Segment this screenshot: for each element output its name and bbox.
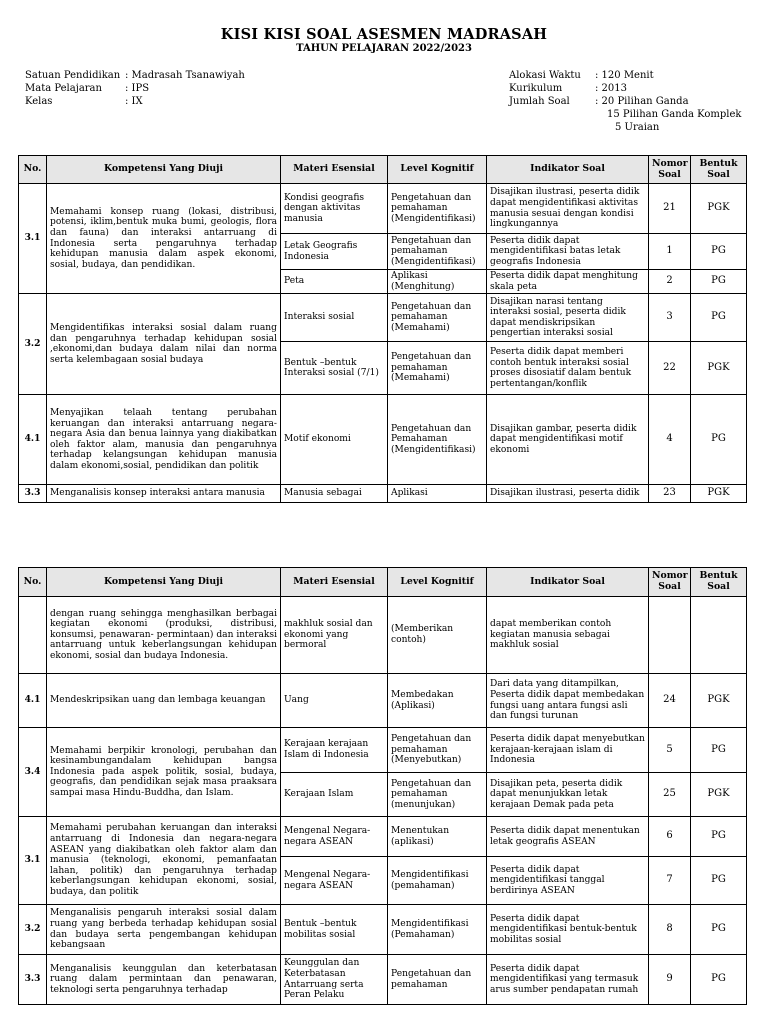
info-value: : 2013 bbox=[595, 83, 627, 94]
materi-cell: Manusia sebagai bbox=[281, 485, 388, 503]
bentuk-soal-cell: PG bbox=[691, 395, 747, 485]
indikator-cell: Peserta didik dapat menyebutkan kerajaan-kerajaan islam di Indonesia bbox=[487, 728, 649, 773]
info-value: : IX bbox=[125, 96, 143, 107]
column-header: Nomor Soal bbox=[649, 156, 691, 184]
column-header: Level Kognitif bbox=[388, 568, 487, 597]
table-row bbox=[19, 955, 747, 1005]
nomor-soal-cell: 7 bbox=[649, 857, 691, 905]
bentuk-soal-cell: PG bbox=[691, 817, 747, 857]
kompetensi-cell: Menyajikan telaah tentang perubahan keruangan dan interaksi antarruang negara-negara Asia dan benua lainnya yang diakibatkan oleh faktor alam, manusia dan pengaruhnya terhadap kelangsungan kehidupan manusia dalam ekonomi,sosial, pendidikan dan politik bbox=[47, 395, 281, 485]
materi-cell: Keunggulan dan Keterbatasan Antarruang serta Peran Pelaku bbox=[281, 955, 388, 1005]
level-cell: Aplikasi (Menghitung) bbox=[388, 270, 487, 294]
kd-number: 3.3 bbox=[19, 955, 47, 1005]
info-label: Jumlah Soal bbox=[509, 96, 570, 107]
kompetensi-cell: Menganalisis konsep interaksi antara manusia bbox=[47, 485, 281, 503]
materi-cell: Peta bbox=[281, 270, 388, 294]
kompetensi-cell: Memahami berpikir kronologi, perubahan dan kesinambungandalam kehidupan bangsa Indonesia pada aspek politik, sosial, budaya, geografis, dan pendidikan sejak masa praaksara sampai masa Hindu-Buddha, dan Islam. bbox=[47, 728, 281, 817]
level-cell: Mengidentifikasi (pemahaman) bbox=[388, 857, 487, 905]
level-cell: Pengetahuan dan pemahaman (Mengidentifikasi) bbox=[388, 184, 487, 234]
table-row bbox=[19, 728, 747, 773]
kompetensi-cell: Menganalisis keunggulan dan keterbatasan ruang dalam permintaan dan penawaran, teknologi serta pengaruhnya terhadap bbox=[47, 955, 281, 1005]
indikator-cell: Peserta didik dapat menentukan letak geografis ASEAN bbox=[487, 817, 649, 857]
bentuk-soal-cell: PGK bbox=[691, 342, 747, 395]
info-row bbox=[509, 82, 741, 95]
kd-number: 3.4 bbox=[19, 728, 47, 817]
document-title: KISI KISI SOAL ASESMEN MADRASAH bbox=[220, 26, 548, 43]
nomor-soal-cell: 1 bbox=[649, 234, 691, 270]
indikator-cell: dapat memberikan contoh kegiatan manusia sebagai makhluk sosial bbox=[487, 597, 649, 674]
nomor-soal-cell: 6 bbox=[649, 817, 691, 857]
materi-cell: Motif ekonomi bbox=[281, 395, 388, 485]
kompetensi-cell: Mendeskripsikan uang dan lembaga keuangan bbox=[47, 674, 281, 728]
kd-number: 3.3 bbox=[19, 485, 47, 503]
column-header: No. bbox=[19, 568, 47, 597]
info-value: : Madrasah Tsanawiyah bbox=[125, 70, 245, 81]
column-header: Level Kognitif bbox=[388, 156, 487, 184]
bentuk-soal-cell bbox=[691, 597, 747, 674]
info-left bbox=[25, 69, 245, 108]
level-cell: Menentukan (aplikasi) bbox=[388, 817, 487, 857]
info-value: : IPS bbox=[125, 83, 150, 94]
level-cell: (Memberikan contoh) bbox=[388, 597, 487, 674]
indikator-cell: Peserta didik dapat mengidentifikasi bentuk-bentuk mobilitas sosial bbox=[487, 905, 649, 955]
info-label: Kelas bbox=[25, 96, 53, 107]
kompetensi-cell: Mengidentifikas interaksi sosial dalam ruang dan pengaruhnya terhadap kehidupan sosial ,ekonomi,dan budaya dalam nilai dan norma serta kelembagaan sosial budaya bbox=[47, 294, 281, 395]
materi-cell: Mengenal Negara-negara ASEAN bbox=[281, 857, 388, 905]
indikator-cell: Peserta didik dapat menghitung skala peta bbox=[487, 270, 649, 294]
column-header: Bentuk Soal bbox=[691, 156, 747, 184]
bentuk-soal-cell: PG bbox=[691, 955, 747, 1005]
document-subtitle: TAHUN PELAJARAN 2022/2023 bbox=[296, 43, 472, 54]
info-row bbox=[509, 69, 741, 82]
info-label: Mata Pelajaran bbox=[25, 83, 102, 94]
table-row bbox=[19, 817, 747, 857]
info-label: Kurikulum bbox=[509, 83, 563, 94]
kompetensi-cell: Memahami perubahan keruangan dan interaksi antarruang di Indonesia dan negara-negara ASEAN yang diakibatkan oleh faktor alam dan manusia (teknologi, ekonomi, pemanfaatan lahan, politik) dan pengaruhnya terhadap keberlangsungan kehidupan ekonomi, sosial, budaya, dan politik bbox=[47, 817, 281, 905]
indikator-cell: Peserta didik dapat mengidentifikasi yang termasuk arus sumber pendapatan rumah bbox=[487, 955, 649, 1005]
bentuk-soal-cell: PGK bbox=[691, 674, 747, 728]
column-header: Nomor Soal bbox=[649, 568, 691, 597]
info-value: : 20 Pilihan Ganda bbox=[595, 96, 689, 107]
info-row bbox=[509, 95, 741, 108]
level-cell: Pengetahuan dan pemahaman (Memahami) bbox=[388, 342, 487, 395]
materi-cell: Uang bbox=[281, 674, 388, 728]
table-row bbox=[19, 395, 747, 485]
table-row bbox=[19, 597, 747, 674]
kompetensi-cell: Memahami konsep ruang (lokasi, distribusi, potensi, iklim,bentuk muka bumi, geologis, flora dan fauna) dan interaksi antarruang di Indonesia serta pengaruhnya terhadap kehidupan manusia dalam aspek ekonomi, sosial, budaya, dan pendidikan. bbox=[47, 184, 281, 294]
nomor-soal-cell bbox=[649, 597, 691, 674]
indikator-cell: Peserta didik dapat memberi contoh bentuk interaksi sosial proses disosiatif dalam bentuk pertentangan/konflik bbox=[487, 342, 649, 395]
nomor-soal-cell: 5 bbox=[649, 728, 691, 773]
level-cell: Pengetahuan dan Pemahaman (Mengidentifikasi) bbox=[388, 395, 487, 485]
kompetensi-cell: Menganalisis pengaruh interaksi sosial dalam ruang yang berbeda terhadap kehidupan sosial dan budaya serta pengembangan kehidupan kebangsaan bbox=[47, 905, 281, 955]
kompetensi-cell: dengan ruang sehingga menghasilkan berbagai kegiatan ekonomi (produksi, distribusi, konsumsi, penawaran- permintaan) dan interaksi antarruang untuk keberlangsungan kehidupan ekonomi, sosial dan budaya Indonesia. bbox=[47, 597, 281, 674]
nomor-soal-cell: 23 bbox=[649, 485, 691, 503]
info-row bbox=[25, 82, 245, 95]
kd-number: 4.1 bbox=[19, 674, 47, 728]
materi-cell: Interaksi sosial bbox=[281, 294, 388, 342]
header-row bbox=[19, 568, 747, 597]
kisi-table-1 bbox=[18, 155, 747, 503]
indikator-cell: Disajikan ilustrasi, peserta didik bbox=[487, 485, 649, 503]
bentuk-soal-cell: PG bbox=[691, 270, 747, 294]
nomor-soal-cell: 2 bbox=[649, 270, 691, 294]
nomor-soal-cell: 22 bbox=[649, 342, 691, 395]
column-header: Materi Esensial bbox=[281, 568, 388, 597]
nomor-soal-cell: 3 bbox=[649, 294, 691, 342]
info-row bbox=[25, 69, 245, 82]
info-value: 5 Uraian bbox=[615, 122, 660, 133]
info-row bbox=[509, 121, 741, 134]
nomor-soal-cell: 21 bbox=[649, 184, 691, 234]
materi-cell: Bentuk –bentuk mobilitas sosial bbox=[281, 905, 388, 955]
column-header: Indikator Soal bbox=[487, 568, 649, 597]
kd-number: 3.2 bbox=[19, 905, 47, 955]
kd-number: 4.1 bbox=[19, 395, 47, 485]
info-label: Satuan Pendidikan bbox=[25, 70, 121, 81]
level-cell: Aplikasi bbox=[388, 485, 487, 503]
column-header: Indikator Soal bbox=[487, 156, 649, 184]
indikator-cell: Peserta didik dapat mengidentifikasi batas letak geografis Indonesia bbox=[487, 234, 649, 270]
header-row bbox=[19, 156, 747, 184]
info-label: Alokasi Waktu bbox=[509, 70, 581, 81]
level-cell: Mengidentifikasi (Pemahaman) bbox=[388, 905, 487, 955]
nomor-soal-cell: 9 bbox=[649, 955, 691, 1005]
column-header: No. bbox=[19, 156, 47, 184]
kd-number: 3.1 bbox=[19, 817, 47, 905]
materi-cell: Letak Geografis Indonesia bbox=[281, 234, 388, 270]
bentuk-soal-cell: PG bbox=[691, 234, 747, 270]
table-row bbox=[19, 294, 747, 342]
indikator-cell: Dari data yang ditampilkan, Peserta didik dapat membedakan fungsi uang antara fungsi asli dan fungsi turunan bbox=[487, 674, 649, 728]
materi-cell: Kondisi geografis dengan aktivitas manusia bbox=[281, 184, 388, 234]
column-header: Kompetensi Yang Diuji bbox=[47, 568, 281, 597]
bentuk-soal-cell: PGK bbox=[691, 773, 747, 817]
level-cell: Pengetahuan dan pemahaman (menunjukan) bbox=[388, 773, 487, 817]
info-value: 15 Pilihan Ganda Komplek bbox=[607, 109, 742, 120]
indikator-cell: Disajikan peta, peserta didik dapat menunjukkan letak kerajaan Demak pada peta bbox=[487, 773, 649, 817]
bentuk-soal-cell: PGK bbox=[691, 485, 747, 503]
materi-cell: Kerajaan kerajaan Islam di Indonesia bbox=[281, 728, 388, 773]
info-row bbox=[509, 108, 741, 121]
materi-cell: Bentuk –bentuk Interaksi sosial (7/1) bbox=[281, 342, 388, 395]
nomor-soal-cell: 25 bbox=[649, 773, 691, 817]
kisi-table-2 bbox=[18, 567, 747, 1005]
column-header: Kompetensi Yang Diuji bbox=[47, 156, 281, 184]
info-right bbox=[509, 69, 741, 134]
level-cell: Pengetahuan dan pemahaman (Memahami) bbox=[388, 294, 487, 342]
table-row bbox=[19, 674, 747, 728]
bentuk-soal-cell: PG bbox=[691, 728, 747, 773]
nomor-soal-cell: 8 bbox=[649, 905, 691, 955]
bentuk-soal-cell: PG bbox=[691, 857, 747, 905]
bentuk-soal-cell: PGK bbox=[691, 184, 747, 234]
materi-cell: makhluk sosial dan ekonomi yang bermoral bbox=[281, 597, 388, 674]
column-header: Materi Esensial bbox=[281, 156, 388, 184]
kd-number: 3.2 bbox=[19, 294, 47, 395]
nomor-soal-cell: 24 bbox=[649, 674, 691, 728]
bentuk-soal-cell: PG bbox=[691, 905, 747, 955]
table-row bbox=[19, 905, 747, 955]
level-cell: Pengetahuan dan pemahaman (Menyebutkan) bbox=[388, 728, 487, 773]
info-value: : 120 Menit bbox=[595, 70, 654, 81]
info-row bbox=[25, 95, 245, 108]
indikator-cell: Disajikan gambar, peserta didik dapat mengidentifikasi motif ekonomi bbox=[487, 395, 649, 485]
indikator-cell: Disajikan ilustrasi, peserta didik dapat mengidentifikasi aktivitas manusia sesuai dengan kondisi lingkungannya bbox=[487, 184, 649, 234]
indikator-cell: Peserta didik dapat mengidentifikasi tanggal berdirinya ASEAN bbox=[487, 857, 649, 905]
materi-cell: Kerajaan Islam bbox=[281, 773, 388, 817]
kd-number: 3.1 bbox=[19, 184, 47, 294]
nomor-soal-cell: 4 bbox=[649, 395, 691, 485]
column-header: Bentuk Soal bbox=[691, 568, 747, 597]
level-cell: Membedakan (Aplikasi) bbox=[388, 674, 487, 728]
materi-cell: Mengenal Negara-negara ASEAN bbox=[281, 817, 388, 857]
table-row bbox=[19, 184, 747, 234]
level-cell: Pengetahuan dan pemahaman bbox=[388, 955, 487, 1005]
table-row bbox=[19, 485, 747, 503]
indikator-cell: Disajikan narasi tentang interaksi sosial, peserta didik dapat mendiskripsikan pengertian interaksi sosial bbox=[487, 294, 649, 342]
kd-number bbox=[19, 597, 47, 674]
level-cell: Pengetahuan dan pemahaman (Mengidentifikasi) bbox=[388, 234, 487, 270]
bentuk-soal-cell: PG bbox=[691, 294, 747, 342]
